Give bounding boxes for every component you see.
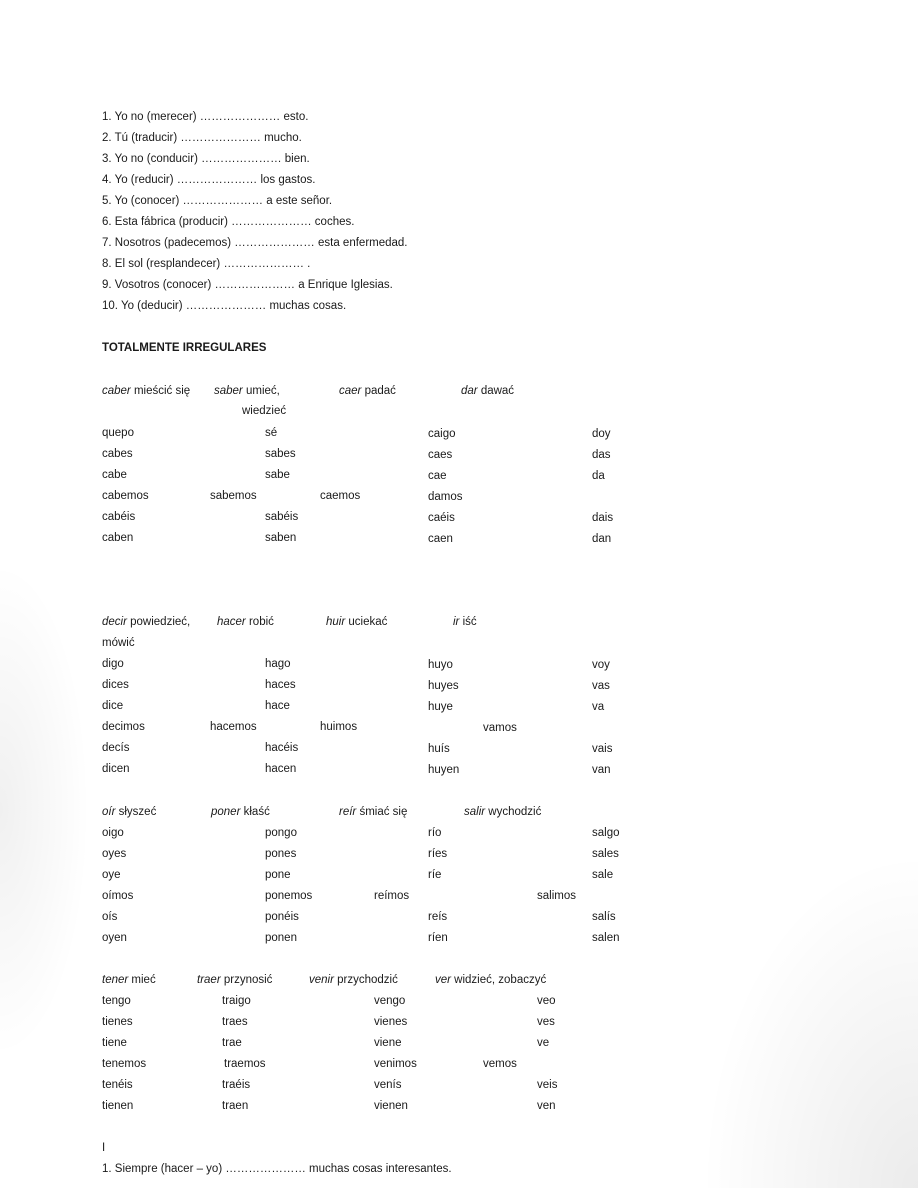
conjugation: huye — [428, 701, 453, 713]
conjugation: vais — [592, 743, 613, 755]
conjugation: traéis — [222, 1079, 251, 1091]
conjugation: tenéis — [102, 1079, 133, 1091]
conjugation: reímos — [374, 890, 410, 902]
verb-meaning: kłaść — [240, 806, 270, 818]
exercise-2-number: I — [102, 1142, 106, 1154]
conjugation: das — [592, 449, 611, 461]
conjugation: doy — [592, 428, 611, 440]
verb-infinitive: saber — [214, 385, 243, 397]
conjugation: pone — [265, 869, 291, 881]
conjugation: oigo — [102, 827, 124, 839]
verb-header — [102, 805, 156, 819]
verb-infinitive: venir — [309, 974, 334, 986]
conjugation: decimos — [102, 721, 145, 733]
verb-meaning: przychodzić — [333, 974, 398, 986]
verb-meaning: iść — [459, 616, 477, 628]
conjugation: tenemos — [102, 1058, 147, 1070]
verb-infinitive: caer — [339, 385, 362, 397]
conjugation: dices — [102, 679, 129, 691]
conjugation: sé — [265, 427, 278, 439]
conjugation: vemos — [483, 1058, 517, 1070]
exercise-item: 2. Tú (traducir) ………………… mucho. — [102, 132, 302, 144]
verb-meaning: dawać — [477, 385, 515, 397]
conjugation: oye — [102, 869, 121, 881]
exercise-item: 1. Siempre (hacer – yo) ………………… muchas cosas interesantes. — [102, 1163, 452, 1175]
verb-meaning-extra: mówić — [102, 637, 135, 649]
verb-header — [309, 973, 398, 987]
conjugation: tengo — [102, 995, 131, 1007]
conjugation: pones — [265, 848, 297, 860]
conjugation: cabes — [102, 448, 133, 460]
exercise-item: 9. Vosotros (conocer) ………………… a Enrique Iglesias. — [102, 279, 393, 291]
verb-header — [102, 973, 156, 987]
conjugation: hace — [265, 700, 290, 712]
conjugation: vamos — [483, 722, 517, 734]
exercise-item: 8. El sol (resplandecer) ………………… . — [102, 258, 311, 270]
verb-infinitive: poner — [211, 806, 241, 818]
conjugation: caigo — [428, 428, 456, 440]
conjugation: dais — [592, 512, 614, 524]
verb-meaning-extra: wiedzieć — [242, 405, 287, 417]
exercise-item: 4. Yo (reducir) ………………… los gastos. — [102, 174, 316, 186]
conjugation: río — [428, 827, 442, 839]
conjugation: sale — [592, 869, 614, 881]
conjugation: ríen — [428, 932, 448, 944]
verb-header — [461, 384, 514, 398]
conjugation: venís — [374, 1079, 402, 1091]
conjugation: pongo — [265, 827, 297, 839]
conjugation: ponéis — [265, 911, 299, 923]
conjugation: tiene — [102, 1037, 127, 1049]
verb-header — [326, 615, 387, 629]
conjugation: decís — [102, 742, 130, 754]
verb-infinitive: tener — [102, 974, 129, 986]
conjugation: ponemos — [265, 890, 313, 902]
conjugation: traemos — [224, 1058, 266, 1070]
verb-header — [102, 615, 190, 629]
verb-meaning: uciekać — [345, 616, 388, 628]
exercise-item: 5. Yo (conocer) ………………… a este señor. — [102, 195, 333, 207]
exercise-item: 3. Yo no (conducir) ………………… bien. — [102, 153, 310, 165]
conjugation: caben — [102, 532, 134, 544]
verb-header — [102, 384, 190, 398]
conjugation: vengo — [374, 995, 406, 1007]
conjugation: oís — [102, 911, 118, 923]
conjugation: caéis — [428, 512, 455, 524]
verb-meaning: padać — [361, 385, 396, 397]
verb-meaning: mieścić się — [130, 385, 191, 397]
verb-infinitive: huir — [326, 616, 346, 628]
verb-infinitive: hacer — [217, 616, 246, 628]
verb-meaning: przynosić — [220, 974, 273, 986]
verb-infinitive: decir — [102, 616, 127, 628]
conjugation: voy — [592, 659, 610, 671]
exercise-item: 10. Yo (deducir) ………………… muchas cosas. — [102, 300, 347, 312]
conjugation: dan — [592, 533, 612, 545]
conjugation: da — [592, 470, 605, 482]
conjugation: saben — [265, 532, 297, 544]
conjugation: huyes — [428, 680, 459, 692]
conjugation: cabéis — [102, 511, 136, 523]
conjugation: ríe — [428, 869, 442, 881]
conjugation: vas — [592, 680, 610, 692]
verb-meaning: wychodzić — [485, 806, 542, 818]
verb-meaning: powiedzieć, — [126, 616, 191, 628]
conjugation: salís — [592, 911, 616, 923]
conjugation: van — [592, 764, 611, 776]
conjugation: hacen — [265, 763, 297, 775]
conjugation: va — [592, 701, 605, 713]
verb-infinitive: dar — [461, 385, 478, 397]
conjugation: caemos — [320, 490, 361, 502]
verb-infinitive: caber — [102, 385, 131, 397]
verb-meaning: śmiać się — [356, 806, 408, 818]
conjugation: tienes — [102, 1016, 133, 1028]
verb-meaning: widzieć, zobaczyć — [450, 974, 547, 986]
conjugation: huyen — [428, 764, 460, 776]
conjugation: cae — [428, 470, 447, 482]
conjugation: trae — [222, 1037, 242, 1049]
conjugation: traen — [222, 1100, 249, 1112]
verb-header — [339, 384, 396, 398]
verb-header — [214, 384, 280, 398]
verb-infinitive: ver — [435, 974, 451, 986]
conjugation: oyes — [102, 848, 127, 860]
conjugation: traes — [222, 1016, 248, 1028]
conjugation: cabemos — [102, 490, 149, 502]
verb-infinitive: salir — [464, 806, 486, 818]
conjugation: salgo — [592, 827, 620, 839]
conjugation: sales — [592, 848, 619, 860]
conjugation: sabemos — [210, 490, 257, 502]
verb-header — [453, 615, 477, 629]
conjugation: vienes — [374, 1016, 408, 1028]
conjugation: cabe — [102, 469, 127, 481]
conjugation: huyo — [428, 659, 453, 671]
conjugation: traigo — [222, 995, 251, 1007]
conjugation: veo — [537, 995, 556, 1007]
conjugation: caes — [428, 449, 453, 461]
exercise-item: 7. Nosotros (padecemos) ………………… esta enfermedad. — [102, 237, 408, 249]
conjugation: quepo — [102, 427, 134, 439]
verb-header — [464, 805, 541, 819]
conjugation: oímos — [102, 890, 134, 902]
conjugation: huís — [428, 743, 450, 755]
conjugation: ve — [537, 1037, 550, 1049]
conjugation: dicen — [102, 763, 130, 775]
conjugation: ven — [537, 1100, 556, 1112]
conjugation: sabéis — [265, 511, 299, 523]
conjugation: hacéis — [265, 742, 299, 754]
verb-meaning: słyszeć — [115, 806, 157, 818]
conjugation: dice — [102, 700, 124, 712]
conjugation: vienen — [374, 1100, 408, 1112]
conjugation: sabes — [265, 448, 296, 460]
verb-meaning: robić — [245, 616, 274, 628]
conjugation: reís — [428, 911, 448, 923]
conjugation: salimos — [537, 890, 576, 902]
exercise-item: 6. Esta fábrica (producir) ………………… coches. — [102, 216, 355, 228]
verb-header — [435, 973, 546, 987]
conjugation: damos — [428, 491, 463, 503]
conjugation: caen — [428, 533, 453, 545]
verb-infinitive: oír — [102, 806, 116, 818]
verb-meaning: mieć — [128, 974, 156, 986]
conjugation: veis — [537, 1079, 558, 1091]
conjugation: hacemos — [210, 721, 257, 733]
conjugation: haces — [265, 679, 296, 691]
verb-meaning: umieć, — [242, 385, 280, 397]
conjugation: venimos — [374, 1058, 417, 1070]
conjugation: ponen — [265, 932, 297, 944]
conjugation: huimos — [320, 721, 358, 733]
verb-infinitive: traer — [197, 974, 221, 986]
conjugation: viene — [374, 1037, 402, 1049]
verb-header — [197, 973, 272, 987]
conjugation: ves — [537, 1016, 555, 1028]
exercise-item: 1. Yo no (merecer) ………………… esto. — [102, 111, 309, 123]
conjugation: ríes — [428, 848, 448, 860]
verb-header — [339, 805, 407, 819]
scan-shadow-right — [700, 850, 918, 1188]
scan-shadow-left — [0, 560, 90, 1060]
conjugation: tienen — [102, 1100, 134, 1112]
verb-infinitive: ir — [453, 616, 460, 628]
verb-infinitive: reír — [339, 806, 357, 818]
conjugation: digo — [102, 658, 124, 670]
conjugation: salen — [592, 932, 620, 944]
conjugation: sabe — [265, 469, 290, 481]
verb-header — [211, 805, 270, 819]
section-title: TOTALMENTE IRREGULARES — [102, 342, 267, 354]
conjugation: hago — [265, 658, 291, 670]
verb-header — [217, 615, 274, 629]
conjugation: oyen — [102, 932, 127, 944]
